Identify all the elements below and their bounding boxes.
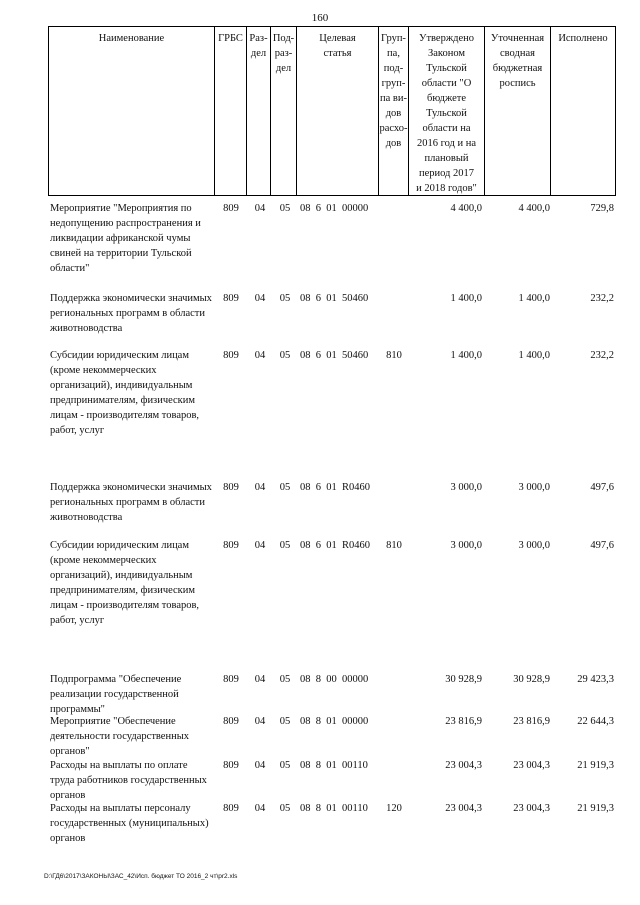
row-refined: 23 004,3: [513, 760, 550, 771]
row-target: 08 6 01 R0460: [300, 482, 371, 493]
row-vr: 810: [386, 540, 402, 551]
row-grbs: 809: [223, 674, 239, 685]
row-refined: 1 400,0: [518, 350, 550, 361]
row-target: 08 8 00 00000: [300, 674, 369, 685]
row-refined: 3 000,0: [518, 540, 550, 551]
row-approved: 23 004,3: [445, 760, 482, 771]
row-refined: 23 816,9: [513, 716, 550, 727]
row-grbs: 809: [223, 293, 239, 304]
row-refined: 1 400,0: [518, 293, 550, 304]
row-podrazdel: 05: [279, 350, 291, 361]
row-podrazdel: 05: [279, 716, 291, 727]
row-executed: 21 919,3: [577, 760, 614, 771]
row-razdel: 04: [254, 350, 266, 361]
row-grbs: 809: [223, 482, 239, 493]
row-grbs: 809: [223, 350, 239, 361]
row-razdel: 04: [254, 716, 266, 727]
row-grbs: 809: [223, 760, 239, 771]
row-approved: 4 400,0: [450, 203, 482, 214]
row-target: 08 6 01 50460: [300, 293, 369, 304]
row-vr: 120: [386, 803, 402, 814]
row-name: Субсидии юридическим лицам (кроме некоммерческих организаций), индивидуальным предпринимателям, физическим лицам - производителям товаров, работ, услуг: [50, 540, 200, 626]
header-podrazdel: Под- раз- дел: [270, 26, 296, 196]
row-approved: 23 816,9: [445, 716, 482, 727]
row-name: Расходы на выплаты персоналу государственных (муниципальных) органов: [50, 803, 209, 844]
row-approved: 30 928,9: [445, 674, 482, 685]
row-razdel: 04: [254, 293, 266, 304]
header-executed: Исполнено: [550, 26, 616, 196]
row-executed: 22 644,3: [577, 716, 614, 727]
row-approved: 1 400,0: [450, 350, 482, 361]
row-grbs: 809: [223, 540, 239, 551]
row-razdel: 04: [254, 803, 266, 814]
row-podrazdel: 05: [279, 540, 291, 551]
row-target: 08 8 01 00110: [300, 760, 368, 771]
row-approved: 3 000,0: [450, 540, 482, 551]
row-razdel: 04: [254, 203, 266, 214]
row-razdel: 04: [254, 760, 266, 771]
row-executed: 232,2: [590, 293, 614, 304]
header-target: Целевая статья: [296, 26, 378, 196]
row-target: 08 8 01 00000: [300, 716, 369, 727]
row-grbs: 809: [223, 716, 239, 727]
row-podrazdel: 05: [279, 760, 291, 771]
row-target: 08 8 01 00110: [300, 803, 368, 814]
row-refined: 4 400,0: [518, 203, 550, 214]
row-executed: 497,6: [590, 540, 614, 551]
row-executed: 729,8: [590, 203, 614, 214]
header-approved: Утверждено Законом Тульской области "О бюджете Тульской области на 2016 год и на плановый период 2017 и 2018 годов": [408, 26, 484, 196]
row-refined: 30 928,9: [513, 674, 550, 685]
header-grbs: ГРБС: [214, 26, 246, 196]
page-number: 160: [311, 12, 329, 24]
row-executed: 232,2: [590, 350, 614, 361]
row-podrazdel: 05: [279, 482, 291, 493]
row-name: Поддержка экономически значимых региональных программ в области животноводства: [50, 293, 212, 334]
row-name: Субсидии юридическим лицам (кроме некоммерческих организаций), индивидуальным предпринимателям, физическим лицам - производителям товаров, работ, услуг: [50, 350, 200, 436]
row-razdel: 04: [254, 540, 266, 551]
row-approved: 3 000,0: [450, 482, 482, 493]
row-vr: 810: [386, 350, 402, 361]
row-name: Мероприятие "Обеспечение деятельности государственных органов": [50, 716, 190, 757]
row-razdel: 04: [254, 482, 266, 493]
row-name: Поддержка экономически значимых региональных программ в области животноводства: [50, 482, 212, 523]
row-executed: 497,6: [590, 482, 614, 493]
row-executed: 29 423,3: [577, 674, 614, 685]
row-podrazdel: 05: [279, 803, 291, 814]
row-refined: 23 004,3: [513, 803, 550, 814]
row-podrazdel: 05: [279, 674, 291, 685]
row-podrazdel: 05: [279, 203, 291, 214]
header-refined: Уточненная сводная бюджетная роспись: [484, 26, 550, 196]
row-name: Мероприятие "Мероприятия по недопущению распространения и ликвидации африканской чумы свиней на территории Тульской области": [50, 203, 201, 274]
row-podrazdel: 05: [279, 293, 291, 304]
row-name: Подпрограмма "Обеспечение реализации государственной программы": [50, 674, 182, 715]
row-target: 08 6 01 R0460: [300, 540, 371, 551]
row-approved: 23 004,3: [445, 803, 482, 814]
row-name: Расходы на выплаты по оплате труда работников государственных органов: [50, 760, 207, 801]
header-name: Наименование: [48, 26, 214, 196]
row-refined: 3 000,0: [518, 482, 550, 493]
footer-file-path: D:\ГД6\2017\ЗАКОНЫ\ЗАС_42\Исп. бюджет ТО 2016_2 чт\pr2.xls: [44, 873, 238, 880]
row-target: 08 6 01 00000: [300, 203, 369, 214]
row-razdel: 04: [254, 674, 266, 685]
row-grbs: 809: [223, 803, 239, 814]
row-target: 08 6 01 50460: [300, 350, 369, 361]
row-approved: 1 400,0: [450, 293, 482, 304]
row-grbs: 809: [223, 203, 239, 214]
header-vr: Груп- па, под- груп- па ви- дов расхо- дов: [378, 26, 408, 196]
header-razdel: Раз- дел: [246, 26, 270, 196]
row-executed: 21 919,3: [577, 803, 614, 814]
